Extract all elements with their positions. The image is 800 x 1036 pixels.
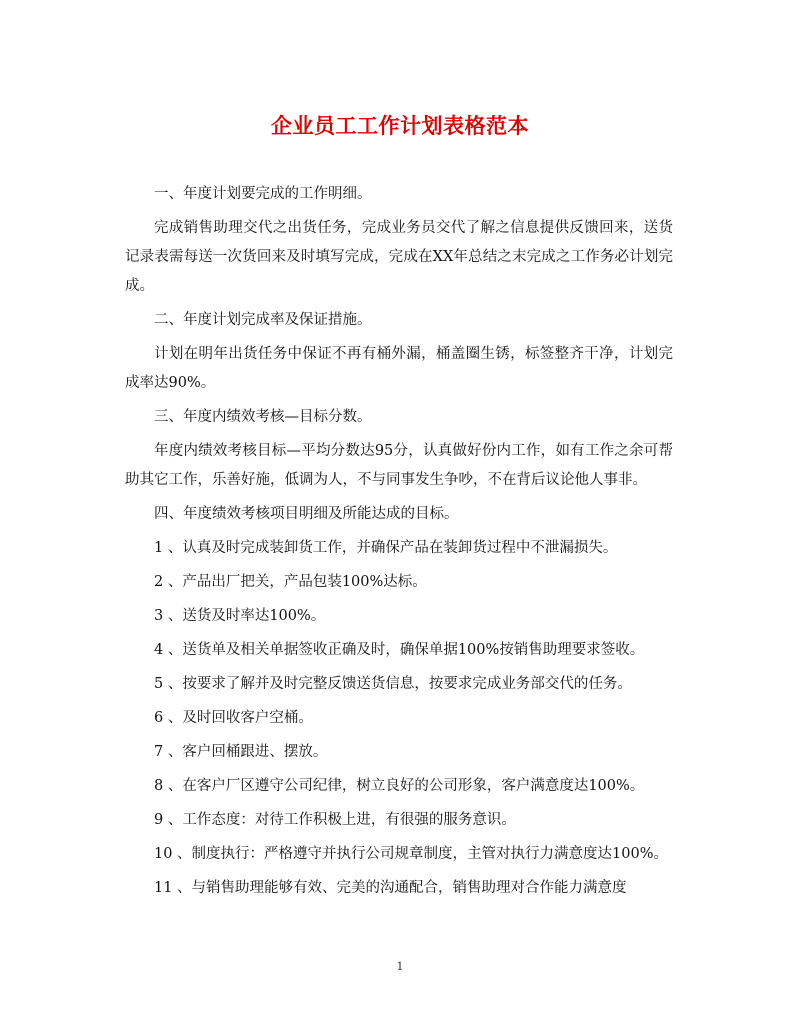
document-body [125, 180, 673, 908]
list-item: 9 、工作态度：对待工作积极上进，有很强的服务意识。 [154, 812, 516, 828]
list-item: 10 、制度执行：严格遵守并执行公司规章制度，主管对执行力满意度达100%。 [154, 846, 669, 862]
paragraph: 完成销售助理交代之出货任务，完成业务员交代了解之信息提供反馈回来，送货记录表需每送一次货回来及时填写完成，完成在XX年总结之末完成之工作务必计划完成。 [125, 220, 673, 294]
section-heading-3: 三、年度内绩效考核—目标分数。 [154, 409, 372, 425]
section-heading-4: 四、年度绩效考核项目明细及所能达成的目标。 [154, 506, 459, 522]
list-item: 5 、按要求了解并及时完整反馈送货信息，按要求完成业务部交代的任务。 [154, 676, 632, 692]
section-heading-2: 二、年度计划完成率及保证措施。 [154, 312, 372, 328]
list-item: 11 、与销售助理能够有效、完美的沟通配合，销售助理对合作能力满意度 [154, 880, 627, 896]
list-item: 2 、产品出厂把关，产品包装100%达标。 [154, 574, 427, 590]
list-item: 4 、送货单及相关单据签收正确及时，确保单据100%按销售助理要求签收。 [154, 642, 645, 658]
paragraph: 年度内绩效考核目标—平均分数达95分，认真做好份内工作，如有工作之余可帮助其它工作，乐善好施，低调为人，不与同事发生争吵，不在背后议论他人事非。 [125, 443, 673, 488]
paragraph: 计划在明年出货任务中保证不再有桶外漏，桶盖圈生锈，标签整齐干净，计划完成率达90%。 [125, 346, 673, 391]
section-heading-1: 一、年度计划要完成的工作明细。 [154, 186, 372, 202]
list-item: 7 、客户回桶跟进、摆放。 [154, 744, 328, 760]
page-number: 1 [396, 960, 404, 973]
list-item: 1 、认真及时完成装卸货工作，并确保产品在装卸货过程中不泄漏损失。 [154, 540, 618, 556]
list-item: 3 、送货及时率达100%。 [154, 608, 326, 624]
list-item: 6 、及时回收客户空桶。 [154, 710, 313, 726]
document-title: 企业员工工作计划表格范本 [271, 113, 529, 138]
list-item: 8 、在客户厂区遵守公司纪律，树立良好的公司形象，客户满意度达100%。 [154, 778, 645, 794]
